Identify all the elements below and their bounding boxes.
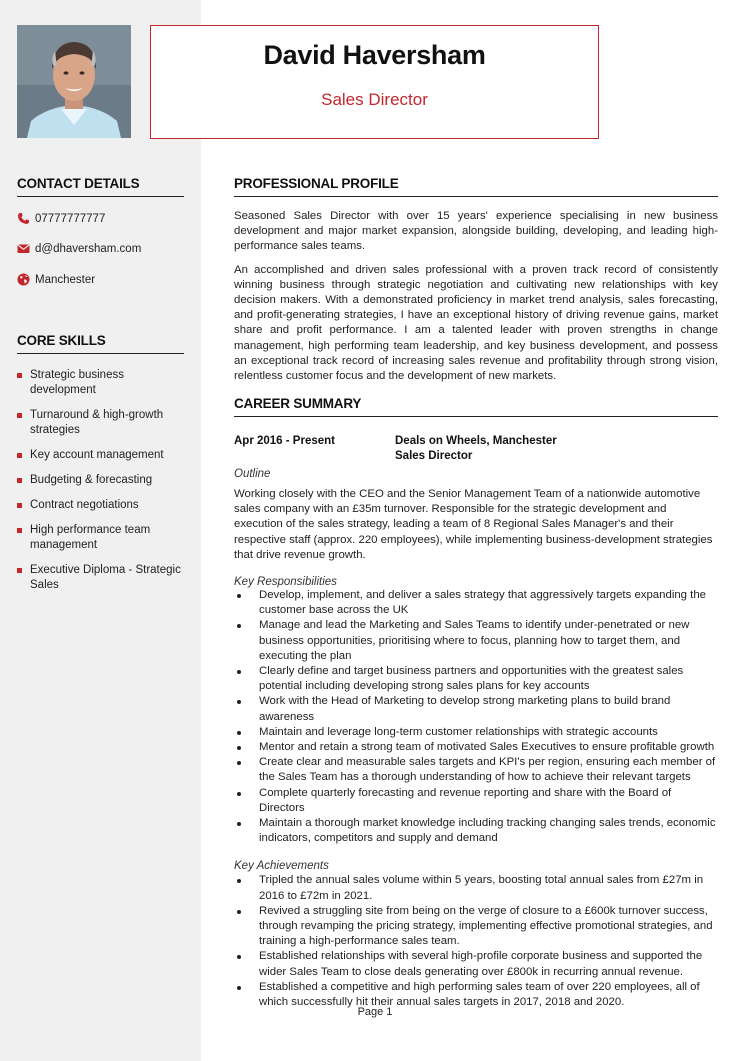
career-heading: CAREER SUMMARY [234, 396, 718, 417]
bullet-square-icon [17, 528, 22, 533]
bullet-icon [237, 792, 241, 796]
list-item: Complete quarterly forecasting and revenue reporting and share with the Board of Directors [234, 786, 718, 816]
skills-section [17, 333, 184, 603]
bullet-square-icon [17, 413, 22, 418]
skill-item: Turnaround & high-growth strategies [17, 408, 184, 438]
skill-item: Contract negotiations [17, 498, 184, 513]
bullet-icon [237, 670, 241, 674]
skill-item: High performance team management [17, 523, 184, 553]
bullet-icon [237, 700, 241, 704]
list-item: Develop, implement, and deliver a sales strategy that aggressively targets expanding the customer base across the UK [234, 588, 718, 618]
bullet-icon [237, 986, 241, 990]
bullet-icon [237, 822, 241, 826]
profile-section [234, 176, 718, 384]
skills-heading: CORE SKILLS [17, 333, 184, 354]
achievements-list [234, 873, 718, 1010]
phone-icon [17, 212, 30, 225]
bullet-icon [237, 731, 241, 735]
bullet-icon [237, 594, 241, 598]
outline-label: Outline [234, 468, 271, 480]
profile-photo [17, 25, 131, 138]
list-item: Manage and lead the Marketing and Sales Teams to identify under-penetrated or new business opportunities, prioritising where to focus, planning how to target them, and executing the plan [234, 618, 718, 664]
bullet-square-icon [17, 478, 22, 483]
profile-details: An accomplished and driven sales professional with a proven track record of consistently winning business through strategic negotiation and cultivating new relationships with key decision makers. With a demonstrated proficiency in market trend analysis, sales forecasting, and profit-generating strategies, I have an exceptional history of driving revenue gains, market share and profit performance. I am a talented leader with proven strengths in change management, high performing team leadership, and key business development, and possess an exceptional track record of increasing sales revenue and profitability through strong vision, relentless customer focus and the development of new markets. [234, 263, 718, 383]
list-item: Established a competitive and high performing sales team of over 220 employees, all of which successfully hit their annual sales targets in 2017, 2018 and 2020. [234, 980, 718, 1010]
bullet-square-icon [17, 453, 22, 458]
bullet-square-icon [17, 373, 22, 378]
job-body [234, 468, 718, 1010]
profile-heading: PROFESSIONAL PROFILE [234, 176, 718, 197]
contact-email [17, 242, 141, 255]
email-icon [17, 242, 30, 255]
contact-location [17, 273, 95, 286]
list-item: Clearly define and target business partners and opportunities with the greatest sales potential including developing strong sales plans for key accounts [234, 664, 718, 694]
email-address[interactable]: d@dhaversham.com [35, 242, 142, 255]
bullet-icon [237, 761, 241, 765]
globe-icon [17, 273, 30, 286]
list-item: Work with the Head of Marketing to develop strong marketing plans to build brand awareness [234, 694, 718, 724]
skill-item: Strategic business development [17, 368, 184, 398]
achievements-label: Key Achievements [234, 860, 329, 873]
bullet-square-icon [17, 503, 22, 508]
outline-text: Working closely with the CEO and the Senior Management Team of a nationwide automotive sales company with an £35m turnover. Responsible for the strategic development and execution of the sales strategy, leading a team of 8 Regional Sales Manager's and their respective staff (approx. 220 employees), while implementing business-development strategies that drive revenue growth. [234, 488, 713, 561]
bullet-icon [237, 624, 241, 628]
career-section [234, 396, 718, 417]
candidate-role: Sales Director [321, 90, 428, 109]
bullet-icon [237, 879, 241, 883]
bullet-icon [237, 746, 241, 750]
bullet-square-icon [17, 568, 22, 573]
contact-section [17, 176, 184, 286]
list-item: Tripled the annual sales volume within 5 years, boosting total annual sales from £27m in 2016 to £72m in 2021. [234, 873, 718, 903]
bullet-icon [237, 910, 241, 914]
name-box [150, 25, 599, 139]
profile-summary: Seasoned Sales Director with over 15 years' experience specialising in new business development and major market expansion, alongside building, developing, and leading high-performance sales teams. [234, 210, 718, 253]
list-item: Revived a struggling site from being on the verge of closure to a £600k turnover success, through revamping the pricing strategy, implementing effective promotional strategies, and training a high-performance sales team. [234, 904, 718, 950]
list-item: Create clear and measurable sales targets and KPI's per region, ensuring each member of the Sales Team has a thorough understanding of how to achieve their relevant targets [234, 755, 718, 785]
job-title: Sales Director [395, 450, 473, 462]
page-number: Page 1 [357, 1006, 393, 1018]
contact-phone [17, 212, 105, 225]
phone-number[interactable]: 07777777777 [35, 212, 106, 225]
job-dates: Apr 2016 - Present [234, 435, 335, 447]
skill-item: Executive Diploma - Strategic Sales [17, 563, 184, 593]
skill-item: Budgeting & forecasting [17, 473, 184, 488]
responsibilities-list [234, 588, 718, 846]
skills-list [17, 368, 184, 593]
list-item: Mentor and retain a strong team of motivated Sales Executives to ensure profitable growth [234, 740, 718, 755]
list-item: Maintain a thorough market knowledge including tracking changing sales trends, economic indicators, competitors and supply and demand [234, 816, 718, 846]
location: Manchester [35, 273, 96, 286]
list-item: Maintain and leverage long-term customer relationships with strategic accounts [234, 725, 718, 740]
responsibilities-label: Key Responsibilities [234, 576, 337, 589]
contact-heading: CONTACT DETAILS [17, 176, 184, 197]
candidate-name: David Haversham [263, 40, 486, 70]
bullet-icon [237, 955, 241, 959]
job-company: Deals on Wheels, Manchester [395, 435, 557, 447]
list-item: Established relationships with several high-profile corporate business and supported the wider Sales Team to close deals generating over £800k in recurring annual revenue. [234, 949, 718, 979]
skill-item: Key account management [17, 448, 184, 463]
